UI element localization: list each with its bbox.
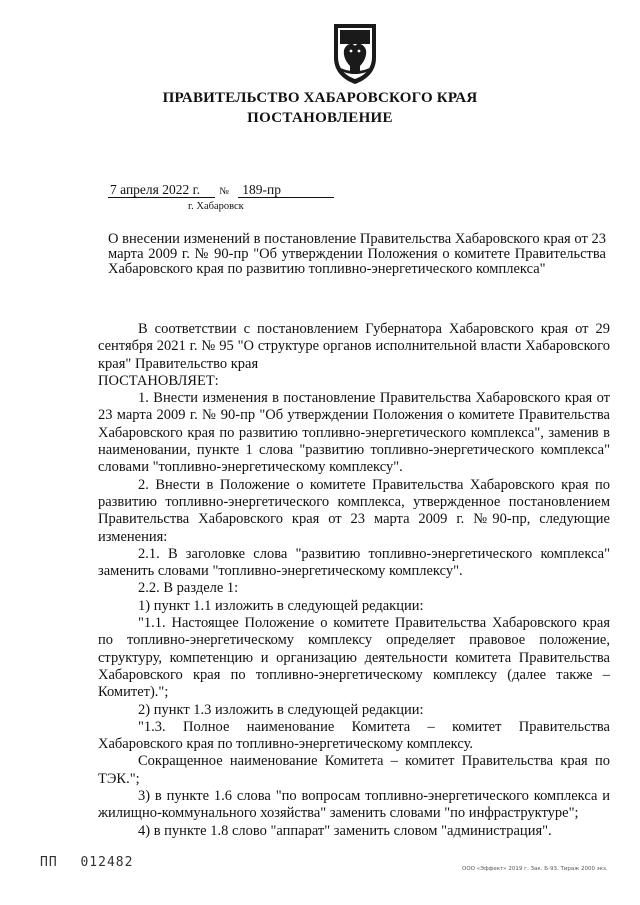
preamble-paragraph: В соответствии с постановлением Губернатора Хабаровского края от 29 сентября 2021 г. № 95 "О структуре органов исполнительной власти Хабаровского края" Правительство края bbox=[98, 321, 610, 372]
form-serial-number: 012482 bbox=[80, 855, 134, 870]
paragraph-2: 2. Внести в Положение о комитете Правительства Хабаровского края по развитию топливно-энергетического комплекса, утвержденное постановлением Правительства Хабаровского края от 23 марта 2009 г. №90-пр, следующие изменения: bbox=[98, 476, 610, 545]
paragraph-2-2-item-2: 2) пункт 1.3 изложить в следующей редакции: bbox=[138, 701, 424, 718]
date-number-line bbox=[110, 182, 281, 198]
document-type: ПОСТАНОВЛЕНИЕ bbox=[247, 110, 393, 126]
paragraph-2-2-item-3: 3) в пункте 1.6 слова "по вопросам топливно-энергетического комплекса и жилищно-коммунального хозяйства" заменить словами "по инфраструктуре"; bbox=[98, 788, 610, 822]
document-number: 189-пр bbox=[242, 182, 282, 197]
coat-of-arms-icon bbox=[330, 22, 380, 86]
paragraph-2-2: 2.2. В разделе 1: bbox=[138, 580, 239, 597]
number-mark: № bbox=[219, 186, 229, 197]
paragraph-2-2-item-4: 4) в пункте 1.8 слово "аппарат" заменить словом "администрация". bbox=[138, 822, 552, 839]
paragraph-2-2-item-2-short: Сокращенное наименование Комитета – комитет Правительства края по ТЭК."; bbox=[98, 753, 610, 787]
document-date: 7 апреля 2022 г. bbox=[110, 182, 200, 197]
government-title: ПРАВИТЕЛЬСТВО ХАБАРОВСКОГО КРАЯ bbox=[162, 90, 478, 106]
document-city: г. Хабаровск bbox=[188, 201, 244, 212]
form-series: ПП bbox=[40, 855, 58, 870]
paragraph-2-2-item-1-text: "1.1. Настоящее Положение о комитете Правительства Хабаровского края по топливно-энергетическому комплексу определяет правовое положение, структуру, компетенцию и организацию деятельности комитета Правительства Хабаровского края по топливно-энергетическому комплексу (далее также – Комитет)."; bbox=[98, 615, 610, 701]
resolves-heading: ПОСТАНОВЛЯЕТ: bbox=[98, 372, 219, 389]
paragraph-2-2-item-2-text: "1.3. Полное наименование Комитета – комитет Правительства Хабаровского края по топливно-энергетическому комплексу. bbox=[98, 718, 610, 753]
number-underline bbox=[238, 197, 334, 198]
form-serial bbox=[40, 855, 133, 870]
paragraph-2-1: 2.1. В заголовке слова "развитию топливно-энергетического комплекса" заменить словами "топливно-энергетическому комплексу". bbox=[98, 545, 610, 580]
paragraph-1: 1. Внести изменения в постановление Правительства Хабаровского края от 23 марта 2009 г. № 90-пр "Об утверждении Положения о комитете Правительства Хабаровского края по развитию топливно-энергетического комплекса", заменив в наименовании, пункте 1 слова "развитию топливно-энергетического комплекса" словами "топливно-энергетическому комплексу". bbox=[98, 390, 610, 476]
date-underline bbox=[108, 197, 215, 198]
printer-info: ООО «Эффект» 2019 г. Зак. Б-93. Тираж 2000 экз. bbox=[462, 866, 608, 872]
paragraph-2-2-item-1: 1) пункт 1.1 изложить в следующей редакции: bbox=[138, 597, 424, 614]
document-subject: О внесении изменений в постановление Правительства Хабаровского края от 23 марта 2009 г. № 90-пр "Об утверждении Положения о комитете Правительства Хабаровского края по развитию топливно-энергетического комплекса" bbox=[108, 231, 606, 277]
document-body bbox=[98, 321, 610, 840]
